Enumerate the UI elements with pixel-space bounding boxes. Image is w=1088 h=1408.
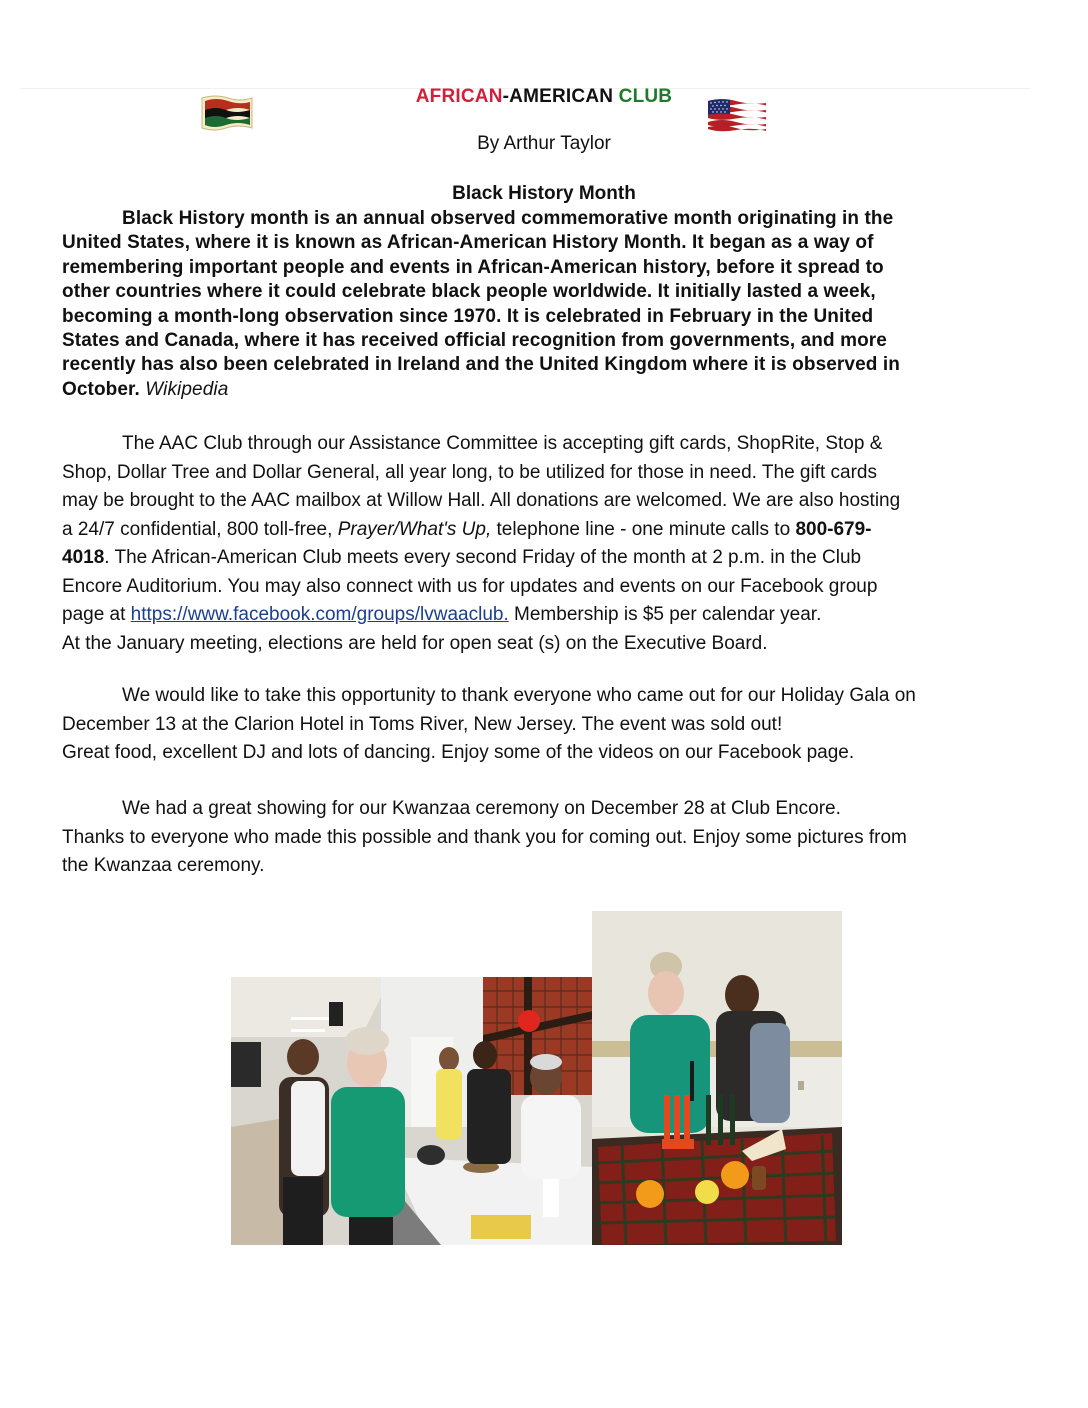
title-american: -AMERICAN — [502, 86, 619, 107]
club-title — [0, 86, 1088, 108]
title-african: AFRICAN — [415, 86, 503, 107]
paragraph-line: December 13 at the Clarion Hotel in Toms River, New Jersey. The event was sold out! — [62, 713, 783, 735]
us-flag-icon — [706, 97, 768, 133]
paragraph-line: United States, where it is known as African-American History Month. It began as a way of — [62, 232, 874, 254]
byline: By Arthur Taylor — [477, 133, 611, 154]
title-club: CLUB — [618, 86, 673, 107]
paragraph-line: Encore Auditorium. You may also connect with us for updates and events on our Facebook group — [62, 575, 878, 597]
paragraph-line: The AAC Club through our Assistance Committee is accepting gift cards, ShopRite, Stop & — [122, 433, 883, 454]
paragraph-line: may be brought to the AAC mailbox at Willow Hall. All donations are welcomed. We are also hosting — [62, 490, 901, 511]
phone-number-part1: 800-679- — [795, 518, 872, 540]
paragraph-line: At the January meeting, elections are held for open seat (s) on the Executive Board. — [62, 632, 768, 654]
paragraph-line: We had a great showing for our Kwanzaa ceremony on December 28 at Club Encore. — [122, 798, 841, 819]
holiday-gala-paragraph — [62, 682, 1022, 768]
paragraph-line: October. Wikipedia — [62, 378, 229, 400]
paragraph-line: remembering important people and events in African-American history, before it spread to — [62, 256, 884, 278]
paragraph-line: page at https://www.facebook.com/groups/lvwaaclub. Membership is $5 per calendar year. — [62, 604, 822, 625]
paragraph-line: other countries where it could celebrate black people worldwide. It initially lasted a week, — [62, 281, 876, 303]
kwanzaa-kinara-photo — [592, 911, 842, 1245]
paragraph-line: States and Canada, where it has received official recognition from governments, and more — [62, 330, 887, 352]
section-heading-black-history: Black History Month — [452, 183, 636, 204]
kwanzaa-paragraph — [62, 795, 1022, 881]
phone-number-part2: 4018 — [62, 547, 105, 568]
paragraph-line: Black History month is an annual observed commemorative month originating in the — [122, 208, 894, 229]
paragraph-line: 4018. The African-American Club meets every second Friday of the month at 2 p.m. in the Club — [62, 547, 862, 568]
paragraph-line: a 24/7 confidential, 800 toll-free, Prayer/What's Up, telephone line - one minute calls to 800-679- — [62, 518, 872, 540]
paragraph-line: We would like to take this opportunity to thank everyone who came out for our Holiday Gala on — [122, 685, 916, 706]
paragraph-line: the Kwanzaa ceremony. — [62, 855, 265, 876]
paragraph-line: Great food, excellent DJ and lots of dancing. Enjoy some of the videos on our Facebook page. — [62, 742, 855, 763]
paragraph-line: becoming a month-long observation since 1970. It is celebrated in February in the United — [62, 305, 874, 327]
aac-assistance-paragraph — [62, 430, 1022, 658]
paragraph-line: recently has also been celebrated in Ireland and the United Kingdom where it is observed in — [62, 354, 900, 376]
facebook-group-link[interactable]: https://www.facebook.com/groups/lvwaaclub. — [130, 604, 509, 625]
paragraph-line: Thanks to everyone who made this possible and thank you for coming out. Enjoy some pictures from — [62, 826, 907, 848]
black-history-paragraph — [62, 207, 1022, 402]
paragraph-line: Shop, Dollar Tree and Dollar General, all year long, to be utilized for those in need. The gift cards — [62, 461, 877, 483]
kwanzaa-buffet-photo — [231, 977, 593, 1245]
prayer-line-name: Prayer/What's Up, — [337, 518, 492, 540]
source-citation: Wikipedia — [145, 378, 229, 400]
